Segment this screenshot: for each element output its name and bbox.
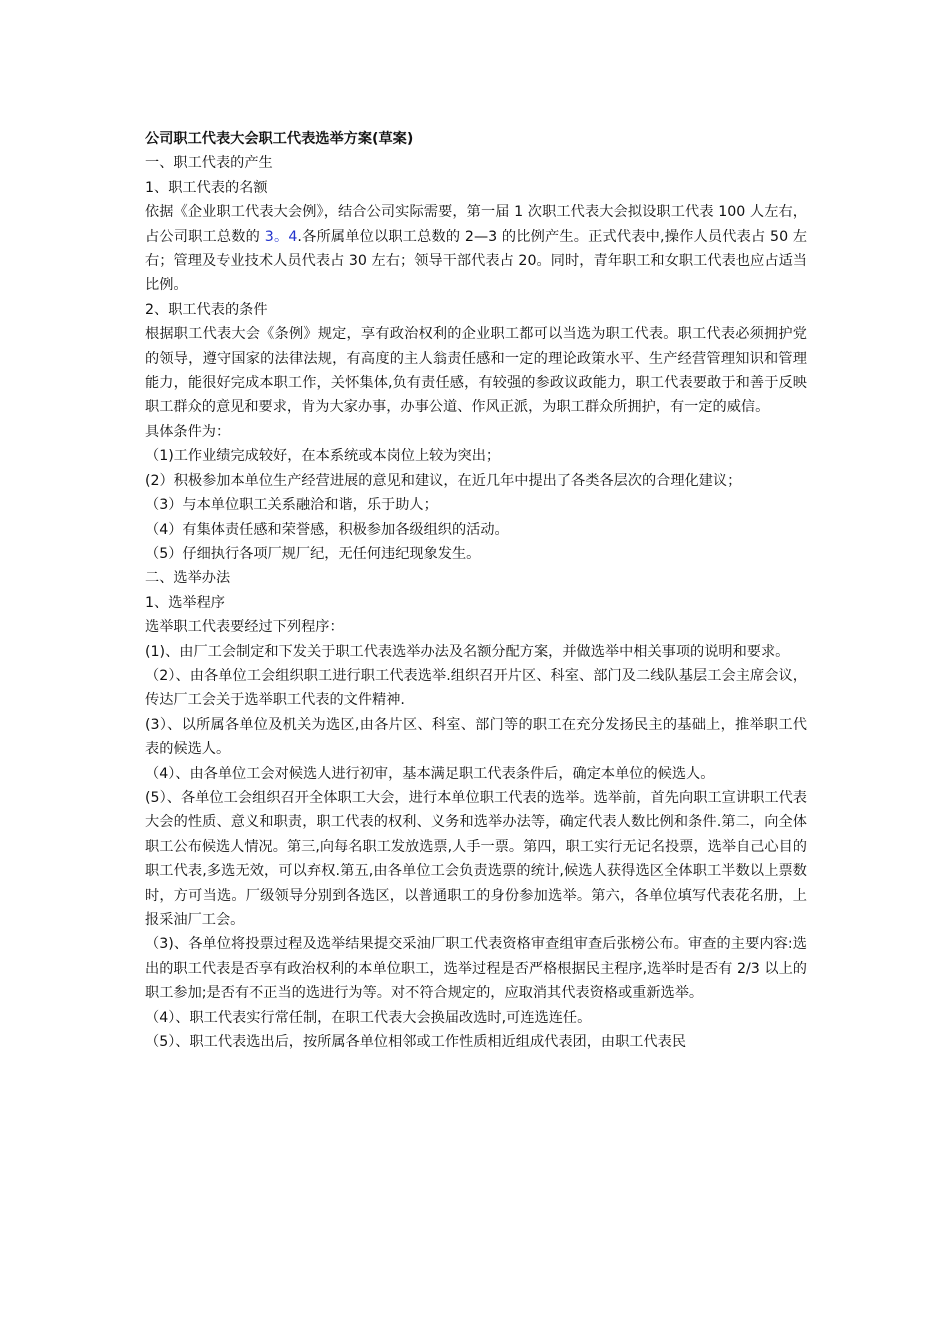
highlight-number-a: 3 [264, 228, 274, 245]
paragraph-conditions: 根据职工代表大会《条例》规定，享有政治权利的企业职工都可以当选为职工代表。职工代表必须拥护党的领导，遵守国家的法律法规，有高度的主人翁责任感和一定的理论政策水平、生产经营管理知识和管理能力，能很好完成本职工作，关怀集体,负有责任感，有较强的参政议政能力，职工代表要敢于和善于反映职工群众的意见和要求，肯为大家办事，办事公道、作风正派，为职工群众所拥护，有一定的威信。 [145, 326, 807, 416]
procedures-intro: 选举职工代表要经过下列程序： [145, 619, 344, 636]
procedure-item: (1)、由厂工会制定和下发关于职工代表选举办法及名额分配方案，并做选举中相关事项的说明和要求。 [145, 643, 790, 660]
condition-item: （1)工作业绩完成较好，在本系统或本岗位上较为突出； [145, 448, 501, 465]
condition-item: （3）与本单位职工关系融洽和谐，乐于助人； [145, 497, 438, 514]
procedure-item: (3）、以所属各单位及机关为选区,由各片区、科室、部门等的职工在充分发扬民主的基础上，推举职工代表的候选人。 [145, 716, 807, 758]
section-heading-2: 二、选举办法 [145, 570, 231, 587]
subsection-heading-1-1: 1、职工代表的名额 [145, 179, 268, 196]
paragraph-quota [145, 200, 807, 298]
condition-item: （4）有集体责任感和荣誉感，积极参加各级组织的活动。 [145, 521, 509, 538]
subsection-heading-1-2: 2、职工代表的条件 [145, 301, 268, 318]
subsection-heading-2-1: 1、选举程序 [145, 594, 225, 611]
procedure-item: （2）、由各单位工会组织职工进行职工代表选举.组织召开片区、科室、部门及二线队基层工会主席会议，传达厂工会关于选举职工代表的文件精神. [145, 667, 807, 709]
condition-item: （5）仔细执行各项厂规厂纪，无任何违纪现象发生。 [145, 545, 481, 562]
procedure-item: （5）、职工代表选出后，按所属各单位相邻或工作性质相近组成代表团，由职工代表民 [145, 1034, 687, 1051]
procedure-item: （4）、职工代表实行常任制，在职工代表大会换届改选时,可连选连任。 [145, 1009, 592, 1026]
section-heading-1: 一、职工代表的产生 [145, 155, 273, 172]
procedure-item: （4）、由各单位工会对候选人进行初审，基本满足职工代表条件后，确定本单位的候选人。 [145, 765, 715, 782]
conditions-intro: 具体条件为： [145, 423, 231, 440]
procedure-item: (5）、各单位工会组织召开全体职工大会，进行本单位职工代表的选举。选举前，首先向职工宣讲职工代表大会的性质、意义和职责，职工代表的权利、义务和选举办法等，确定代表人数比例和条件.第二，向全体职工公布候选人情况。第三,向每名职工发放选票,人手一票。第四，职工实行无记名投票，选举自己心目的职工代表,多选无效，可以弃权.第五,由各单位工会负责选票的统计,候选人获得选区全体职工半数以上票数时，方可当选。厂级领导分别到各选区，以普通职工的身份参加选举。第六，各单位填写代表花名册，上报采油厂工会。 [145, 789, 807, 928]
highlight-separator: 。 [273, 228, 289, 245]
document-page [145, 127, 807, 1054]
highlight-number-b: 4 [288, 228, 298, 245]
paragraph-quota-text-b: .各所属单位以职工总数的 2—3 的比例产生。正式代表中,操作人员代表占 50 左右；管理及专业技术人员代表占 30 左右；领导干部代表占 20。同时，青年职工和女职工代表也应占适当比例。 [145, 228, 808, 294]
paragraph-quota-text-a: 依据《企业职工代表大会例》，结合公司实际需要，第一届 1 次职工代表大会拟设职工代表 100 人左右，占公司职工总数的 [145, 204, 807, 245]
procedure-item: （3)、各单位将投票过程及选举结果提交采油厂职工代表资格审查组审查后张榜公布。审查的主要内容:选出的职工代表是否享有政治权利的本单位职工，选举过程是否严格根据民主程序,选举时是否有 2/3 以上的职工参加;是否有不正当的选进行为等。对不符合规定的，应取消其代表资格或重新选举。 [145, 936, 807, 1002]
condition-item: (2）积极参加本单位生产经营进展的意见和建议，在近几年中提出了各类各层次的合理化建议； [145, 472, 742, 489]
document-title: 公司职工代表大会职工代表选举方案(草案) [145, 131, 414, 147]
